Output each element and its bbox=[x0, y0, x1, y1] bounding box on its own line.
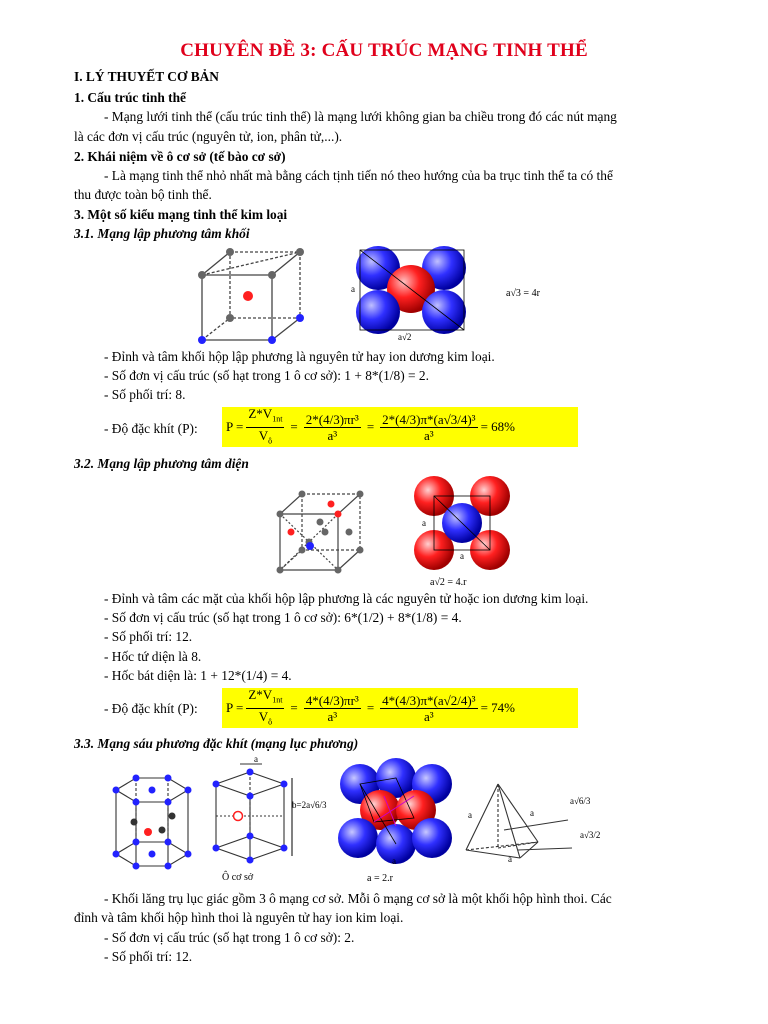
hcp-bullet: - Số phối trí: 12. bbox=[104, 949, 193, 964]
fcc-bullet: - Đỉnh và tâm các mặt của khối hộp lập phương là các nguyên tử hoặc ion dương kim loại. bbox=[104, 591, 589, 606]
fcc-bullet: - Hốc tứ diện là 8. bbox=[104, 649, 202, 664]
paragraph-line: là các đơn vị cấu trúc (nguyên tử, ion, phân tử,...). bbox=[74, 129, 343, 144]
fcc-label-a: a bbox=[422, 518, 426, 528]
paragraph-line: thu được toàn bộ tinh thể. bbox=[74, 187, 212, 202]
section-heading: I. LÝ THUYẾT CƠ BẢN bbox=[74, 69, 219, 84]
fcc-bullet: - Số đơn vị cấu trúc (số hạt trong 1 ô cơ sở): 6*(1/2) + 8*(1/8) = 4. bbox=[104, 610, 462, 625]
page-title: CHUYÊN ĐỀ 3: CẤU TRÚC MẠNG TINH THỂ bbox=[180, 40, 588, 61]
fcc-label-a-bottom: a bbox=[460, 551, 464, 561]
bcc-bullet: - Số đơn vị cấu trúc (số hạt trong 1 ô cơ sở): 1 + 8*(1/8) = 2. bbox=[104, 368, 429, 383]
bcc-heading: 3.1. Mạng lập phương tâm khối bbox=[74, 226, 250, 241]
hcp-prism-diagram bbox=[106, 772, 198, 872]
fcc-heading: 3.2. Mạng lập phương tâm diện bbox=[74, 456, 249, 471]
bcc-label-a: a bbox=[351, 284, 355, 294]
tetra-median-label: a√3/2 bbox=[580, 830, 601, 840]
hcp-bullet: - Số đơn vị cấu trúc (số hạt trong 1 ô cơ sở): 2. bbox=[104, 930, 355, 945]
hcp-height-label: b=2a√6/3 bbox=[292, 800, 327, 810]
hcp-unit-cell-caption: Ô cơ sở bbox=[222, 872, 254, 883]
bcc-relation-label: a√3 = 4r bbox=[506, 288, 540, 299]
fcc-relation-label: a√2 = 4.r bbox=[430, 577, 467, 588]
bcc-cube-diagram bbox=[190, 240, 320, 350]
subheading-unit-cell: 2. Khái niệm về ô cơ sở (tế bào cơ sở) bbox=[74, 149, 286, 164]
fcc-cube-diagram bbox=[270, 486, 370, 578]
paragraph-line: - Là mạng tinh thể nhỏ nhất mà bằng cách tịnh tiến nó theo hướng của ba trục tinh thể ta có thể bbox=[104, 168, 613, 183]
hcp-sphere-diagram bbox=[334, 756, 454, 868]
bcc-label-a-sqrt2: a√2 bbox=[398, 332, 412, 342]
fcc-bullet: - Số phối trí: 12. bbox=[104, 629, 193, 644]
hcp-cell-label-a: a bbox=[254, 754, 258, 764]
hcp-bullet: - Khối lăng trụ lục giác gồm 3 ô mạng cơ sở. Mỗi ô mạng cơ sở là một khối hộp hình thoi. Các bbox=[104, 891, 612, 906]
hcp-radius-label: a = 2.r bbox=[367, 873, 393, 884]
fcc-bullet: - Hốc bát diện là: 1 + 12*(1/4) = 4. bbox=[104, 668, 292, 683]
subheading-metal-lattices: 3. Một số kiểu mạng tinh thể kim loại bbox=[74, 207, 288, 222]
hcp-sphere-label-a: a bbox=[392, 856, 396, 866]
fcc-bullet: - Độ đặc khít (P): bbox=[104, 701, 198, 716]
fcc-sphere-diagram bbox=[412, 472, 512, 580]
tetra-height-label: a√6/3 bbox=[570, 796, 591, 806]
hcp-unit-cell-diagram bbox=[206, 754, 296, 870]
hcp-heading: 3.3. Mạng sáu phương đặc khít (mạng lục phương) bbox=[74, 736, 359, 751]
bcc-packing-formula: P = $\frac{Z*V_{1nt}}{V_ô}$ = $\frac{\text{2*(4/3)πr³}}{\text{a³}}$ = $\frac{\text{2*(4/3)π*(a√3/4)³}}{\text{a³}}$ = 68% bbox=[222, 407, 578, 447]
bcc-sphere-diagram bbox=[350, 242, 480, 346]
tetra-label-a-left: a bbox=[468, 810, 472, 820]
hcp-bullet-cont: đỉnh và tâm khối hộp hình thoi là nguyên tử hay ion kim loại. bbox=[74, 910, 404, 925]
tetra-label-a-bottom: a bbox=[508, 854, 512, 864]
subheading-crystal-structure: 1. Cấu trúc tinh thể bbox=[74, 90, 186, 105]
bcc-bullet: - Đỉnh và tâm khối hộp lập phương là nguyên tử hay ion dương kim loại. bbox=[104, 349, 495, 364]
tetra-label-a-right: a bbox=[530, 808, 534, 818]
hcp-tetrahedron-diagram bbox=[460, 780, 610, 864]
bcc-bullet: - Số phối trí: 8. bbox=[104, 387, 186, 402]
bcc-bullet: - Độ đặc khít (P): bbox=[104, 421, 198, 436]
fcc-packing-formula: P = $\frac{Z*V_{1nt}}{V_ô}$ = $\frac{\text{4*(4/3)πr³}}{\text{a³}}$ = $\frac{\text{4*(4/3)π*(a√2/4)³}}{\text{a³}}$ = 74% bbox=[222, 688, 578, 728]
paragraph-line: - Mạng lưới tinh thể (cấu trúc tinh thể) là mạng lưới không gian ba chiều trong đó các nút mạng bbox=[104, 109, 617, 124]
